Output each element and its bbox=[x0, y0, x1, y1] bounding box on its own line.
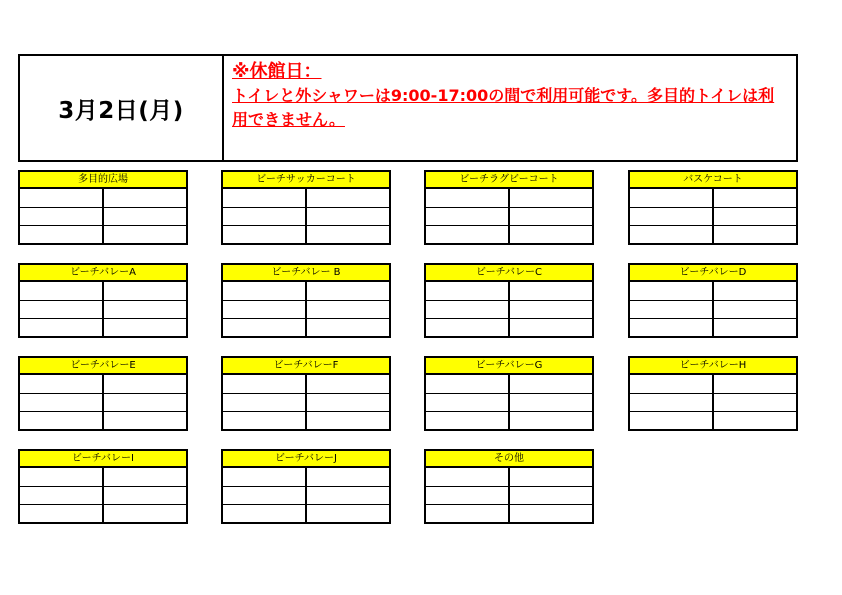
table-cell[interactable] bbox=[712, 282, 796, 300]
table-cell[interactable] bbox=[712, 319, 796, 336]
table-cell[interactable] bbox=[630, 394, 712, 411]
table-cell[interactable] bbox=[305, 319, 389, 336]
table-row bbox=[20, 375, 186, 393]
facility-table bbox=[424, 263, 594, 338]
table-row bbox=[223, 207, 389, 225]
table-row bbox=[630, 393, 796, 411]
notice-cell bbox=[224, 56, 796, 160]
table-row bbox=[20, 411, 186, 429]
table-row bbox=[223, 504, 389, 522]
table-row bbox=[223, 318, 389, 336]
table-row bbox=[426, 393, 592, 411]
table-cell[interactable] bbox=[305, 505, 389, 522]
facility-body bbox=[221, 282, 391, 338]
table-cell[interactable] bbox=[223, 394, 305, 411]
facility-title: その他 bbox=[424, 449, 594, 468]
facility-title: ビーチラグビーコート bbox=[424, 170, 594, 189]
table-cell[interactable] bbox=[223, 412, 305, 429]
table-row bbox=[20, 189, 186, 207]
facility-table bbox=[628, 356, 798, 431]
table-cell[interactable] bbox=[426, 319, 508, 336]
table-row bbox=[20, 207, 186, 225]
table-cell[interactable] bbox=[508, 487, 592, 504]
table-cell[interactable] bbox=[102, 301, 186, 318]
table-cell[interactable] bbox=[20, 394, 102, 411]
table-cell[interactable] bbox=[630, 189, 712, 207]
table-cell[interactable] bbox=[305, 208, 389, 225]
facility-body bbox=[424, 468, 594, 524]
notice-title: ※休館日： bbox=[232, 61, 322, 82]
table-cell[interactable] bbox=[426, 412, 508, 429]
table-cell[interactable] bbox=[305, 282, 389, 300]
table-row bbox=[223, 225, 389, 243]
table-row bbox=[630, 411, 796, 429]
table-cell[interactable] bbox=[630, 319, 712, 336]
table-cell[interactable] bbox=[20, 412, 102, 429]
table-row bbox=[630, 375, 796, 393]
table-row bbox=[426, 207, 592, 225]
facility-table bbox=[221, 356, 391, 431]
table-cell[interactable] bbox=[508, 208, 592, 225]
date-cell bbox=[20, 56, 224, 160]
table-row bbox=[426, 318, 592, 336]
table-row bbox=[223, 411, 389, 429]
table-cell[interactable] bbox=[102, 505, 186, 522]
facility-title: ビーチバレーF bbox=[221, 356, 391, 375]
facility-title: ビーチバレー B bbox=[221, 263, 391, 282]
table-cell[interactable] bbox=[102, 282, 186, 300]
table-cell[interactable] bbox=[508, 319, 592, 336]
table-cell[interactable] bbox=[20, 189, 102, 207]
facility-title: バスケコート bbox=[628, 170, 798, 189]
facility-table bbox=[18, 356, 188, 431]
table-cell[interactable] bbox=[102, 226, 186, 243]
facility-title: 多目的広場 bbox=[18, 170, 188, 189]
table-row bbox=[426, 225, 592, 243]
facility-body bbox=[424, 375, 594, 431]
table-row bbox=[630, 300, 796, 318]
table-row bbox=[630, 225, 796, 243]
facility-title: ビーチバレーI bbox=[18, 449, 188, 468]
table-row bbox=[20, 300, 186, 318]
facility-body bbox=[628, 375, 798, 431]
facility-body bbox=[424, 282, 594, 338]
table-cell[interactable] bbox=[426, 226, 508, 243]
facility-table bbox=[628, 263, 798, 338]
table-cell[interactable] bbox=[630, 226, 712, 243]
table-row bbox=[20, 282, 186, 300]
table-cell[interactable] bbox=[20, 468, 102, 486]
table-cell[interactable] bbox=[712, 301, 796, 318]
table-row bbox=[20, 225, 186, 243]
table-cell[interactable] bbox=[426, 487, 508, 504]
table-cell[interactable] bbox=[630, 301, 712, 318]
table-cell[interactable] bbox=[426, 189, 508, 207]
table-cell[interactable] bbox=[508, 468, 592, 486]
table-cell[interactable] bbox=[223, 319, 305, 336]
facility-title: ビーチバレーA bbox=[18, 263, 188, 282]
table-row bbox=[20, 504, 186, 522]
table-cell[interactable] bbox=[305, 301, 389, 318]
table-cell[interactable] bbox=[102, 412, 186, 429]
facility-body bbox=[18, 375, 188, 431]
table-row bbox=[426, 375, 592, 393]
table-row bbox=[20, 393, 186, 411]
facility-body bbox=[18, 189, 188, 245]
facility-table bbox=[424, 356, 594, 431]
table-cell[interactable] bbox=[223, 375, 305, 393]
facility-body bbox=[628, 282, 798, 338]
facility-table bbox=[628, 170, 798, 245]
table-cell[interactable] bbox=[630, 375, 712, 393]
table-cell[interactable] bbox=[305, 189, 389, 207]
facility-body bbox=[424, 189, 594, 245]
table-cell[interactable] bbox=[426, 282, 508, 300]
table-cell[interactable] bbox=[712, 375, 796, 393]
table-row bbox=[20, 468, 186, 486]
table-cell[interactable] bbox=[305, 412, 389, 429]
table-cell[interactable] bbox=[508, 301, 592, 318]
table-cell[interactable] bbox=[426, 375, 508, 393]
facility-table bbox=[18, 449, 188, 524]
table-cell[interactable] bbox=[712, 412, 796, 429]
table-row bbox=[20, 486, 186, 504]
facility-table bbox=[221, 263, 391, 338]
notice-body: トイレと外シャワーは9:00-17:00の間で利用可能です。多目的トイレは利用できません。 bbox=[232, 86, 775, 129]
table-cell[interactable] bbox=[712, 189, 796, 207]
facility-table bbox=[221, 170, 391, 245]
table-row bbox=[223, 282, 389, 300]
facility-title: ビーチバレーG bbox=[424, 356, 594, 375]
facility-table bbox=[18, 263, 188, 338]
facility-title: ビーチバレーE bbox=[18, 356, 188, 375]
table-cell[interactable] bbox=[102, 208, 186, 225]
table-cell[interactable] bbox=[20, 505, 102, 522]
facility-body bbox=[18, 282, 188, 338]
table-row bbox=[20, 318, 186, 336]
table-cell[interactable] bbox=[20, 208, 102, 225]
table-cell[interactable] bbox=[508, 412, 592, 429]
table-row bbox=[223, 468, 389, 486]
table-cell[interactable] bbox=[20, 319, 102, 336]
table-cell[interactable] bbox=[20, 282, 102, 300]
table-cell[interactable] bbox=[102, 468, 186, 486]
table-row bbox=[426, 504, 592, 522]
facility-body bbox=[628, 189, 798, 245]
facility-title: ビーチバレーH bbox=[628, 356, 798, 375]
table-cell[interactable] bbox=[712, 394, 796, 411]
table-cell[interactable] bbox=[508, 505, 592, 522]
table-cell[interactable] bbox=[102, 487, 186, 504]
table-cell[interactable] bbox=[20, 301, 102, 318]
table-cell[interactable] bbox=[102, 375, 186, 393]
table-cell[interactable] bbox=[426, 301, 508, 318]
table-cell[interactable] bbox=[102, 394, 186, 411]
facility-title: ビーチバレーD bbox=[628, 263, 798, 282]
table-row bbox=[426, 411, 592, 429]
table-cell[interactable] bbox=[426, 208, 508, 225]
facility-table bbox=[221, 449, 391, 524]
table-cell[interactable] bbox=[426, 505, 508, 522]
table-cell[interactable] bbox=[223, 189, 305, 207]
table-cell[interactable] bbox=[426, 394, 508, 411]
facility-title: ビーチサッカーコート bbox=[221, 170, 391, 189]
table-cell[interactable] bbox=[223, 208, 305, 225]
facility-title: ビーチバレーC bbox=[424, 263, 594, 282]
table-cell[interactable] bbox=[20, 375, 102, 393]
table-row bbox=[630, 189, 796, 207]
table-cell[interactable] bbox=[508, 189, 592, 207]
table-cell[interactable] bbox=[712, 226, 796, 243]
table-cell[interactable] bbox=[223, 505, 305, 522]
table-cell[interactable] bbox=[712, 208, 796, 225]
table-cell[interactable] bbox=[630, 412, 712, 429]
table-cell[interactable] bbox=[102, 189, 186, 207]
table-cell[interactable] bbox=[508, 375, 592, 393]
table-cell[interactable] bbox=[305, 375, 389, 393]
table-cell[interactable] bbox=[223, 487, 305, 504]
table-cell[interactable] bbox=[223, 301, 305, 318]
table-row bbox=[223, 393, 389, 411]
table-cell[interactable] bbox=[223, 226, 305, 243]
table-cell[interactable] bbox=[223, 468, 305, 486]
table-row bbox=[630, 207, 796, 225]
facility-body bbox=[221, 468, 391, 524]
table-cell[interactable] bbox=[305, 468, 389, 486]
table-row bbox=[223, 300, 389, 318]
table-cell[interactable] bbox=[20, 487, 102, 504]
table-row bbox=[426, 189, 592, 207]
table-row bbox=[630, 318, 796, 336]
table-cell[interactable] bbox=[630, 208, 712, 225]
facility-body bbox=[221, 189, 391, 245]
header-block bbox=[18, 54, 798, 162]
facility-table bbox=[18, 170, 188, 245]
facility-title: ビーチバレーJ bbox=[221, 449, 391, 468]
date-label: 3月2日(月) bbox=[58, 97, 184, 124]
table-cell[interactable] bbox=[305, 226, 389, 243]
table-cell[interactable] bbox=[426, 468, 508, 486]
table-cell[interactable] bbox=[305, 394, 389, 411]
facility-table bbox=[424, 170, 594, 245]
table-row bbox=[426, 282, 592, 300]
table-row bbox=[223, 189, 389, 207]
table-row bbox=[426, 300, 592, 318]
table-cell[interactable] bbox=[508, 226, 592, 243]
table-cell[interactable] bbox=[102, 319, 186, 336]
table-row bbox=[426, 468, 592, 486]
table-row bbox=[426, 486, 592, 504]
table-cell[interactable] bbox=[508, 282, 592, 300]
facility-table bbox=[424, 449, 594, 524]
table-row bbox=[223, 375, 389, 393]
table-cell[interactable] bbox=[20, 226, 102, 243]
table-cell[interactable] bbox=[223, 282, 305, 300]
table-cell[interactable] bbox=[630, 282, 712, 300]
table-row bbox=[630, 282, 796, 300]
table-cell[interactable] bbox=[508, 394, 592, 411]
table-cell[interactable] bbox=[305, 487, 389, 504]
facility-body bbox=[221, 375, 391, 431]
table-row bbox=[223, 486, 389, 504]
facility-body bbox=[18, 468, 188, 524]
